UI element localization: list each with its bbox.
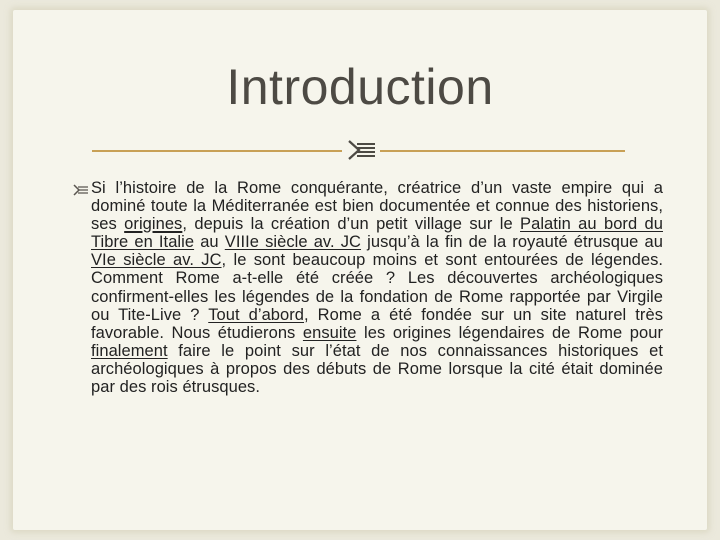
ornament-divider-icon — [345, 138, 377, 162]
paragraph-run: ensuite — [302, 323, 357, 342]
paragraph-run: faire le point sur l’état de nos connaissances historiques et archéologiques à propos des débuts de Rome lorsque la cité était dominée par des rois étrusques. — [91, 341, 663, 397]
paragraph-run: jusqu’à la fin de la royauté étrusque au — [361, 233, 663, 252]
paragraph-run: origines — [124, 215, 183, 234]
paragraph-run: , le sont beaucoup moins et sont entourées de légendes. Comment Rome a-t-elle été créée ? Les découvertes archéologiques confirment-elles les légendes de la fondation de Rome rapportée par Virgile ou Tite-Live ? — [91, 251, 663, 324]
curled-arrow-bullet-icon — [72, 182, 90, 198]
paragraph-run: Tout d’abord — [208, 305, 305, 324]
paragraph-run: finalement — [91, 341, 168, 360]
paragraph-run: les origines légendaires de Rome pour — [356, 323, 664, 342]
title-divider-right — [380, 150, 625, 152]
intro-paragraph — [91, 179, 663, 396]
title-divider-left — [92, 150, 342, 152]
slide-title: Introduction — [226, 59, 494, 115]
paragraph-run: Palatin au bord du Tibre en Italie — [91, 215, 663, 252]
paragraph-run: Si l’histoire de la Rome conquérante, créatrice d’un vaste empire qui a dominé toute la Méditerranée est bien documentée et connue des historiens, ses — [91, 179, 663, 234]
paragraph-run: , Rome a été fondée sur un site naturel très favorable. Nous étudierons — [91, 305, 663, 342]
paragraph-run: VIe siècle av. JC — [91, 251, 222, 270]
paragraph-run: VIIIe siècle av. JC — [224, 233, 362, 252]
paragraph-run: au — [194, 233, 225, 252]
paragraph-run: , depuis la création d’un petit village sur le — [182, 215, 521, 234]
